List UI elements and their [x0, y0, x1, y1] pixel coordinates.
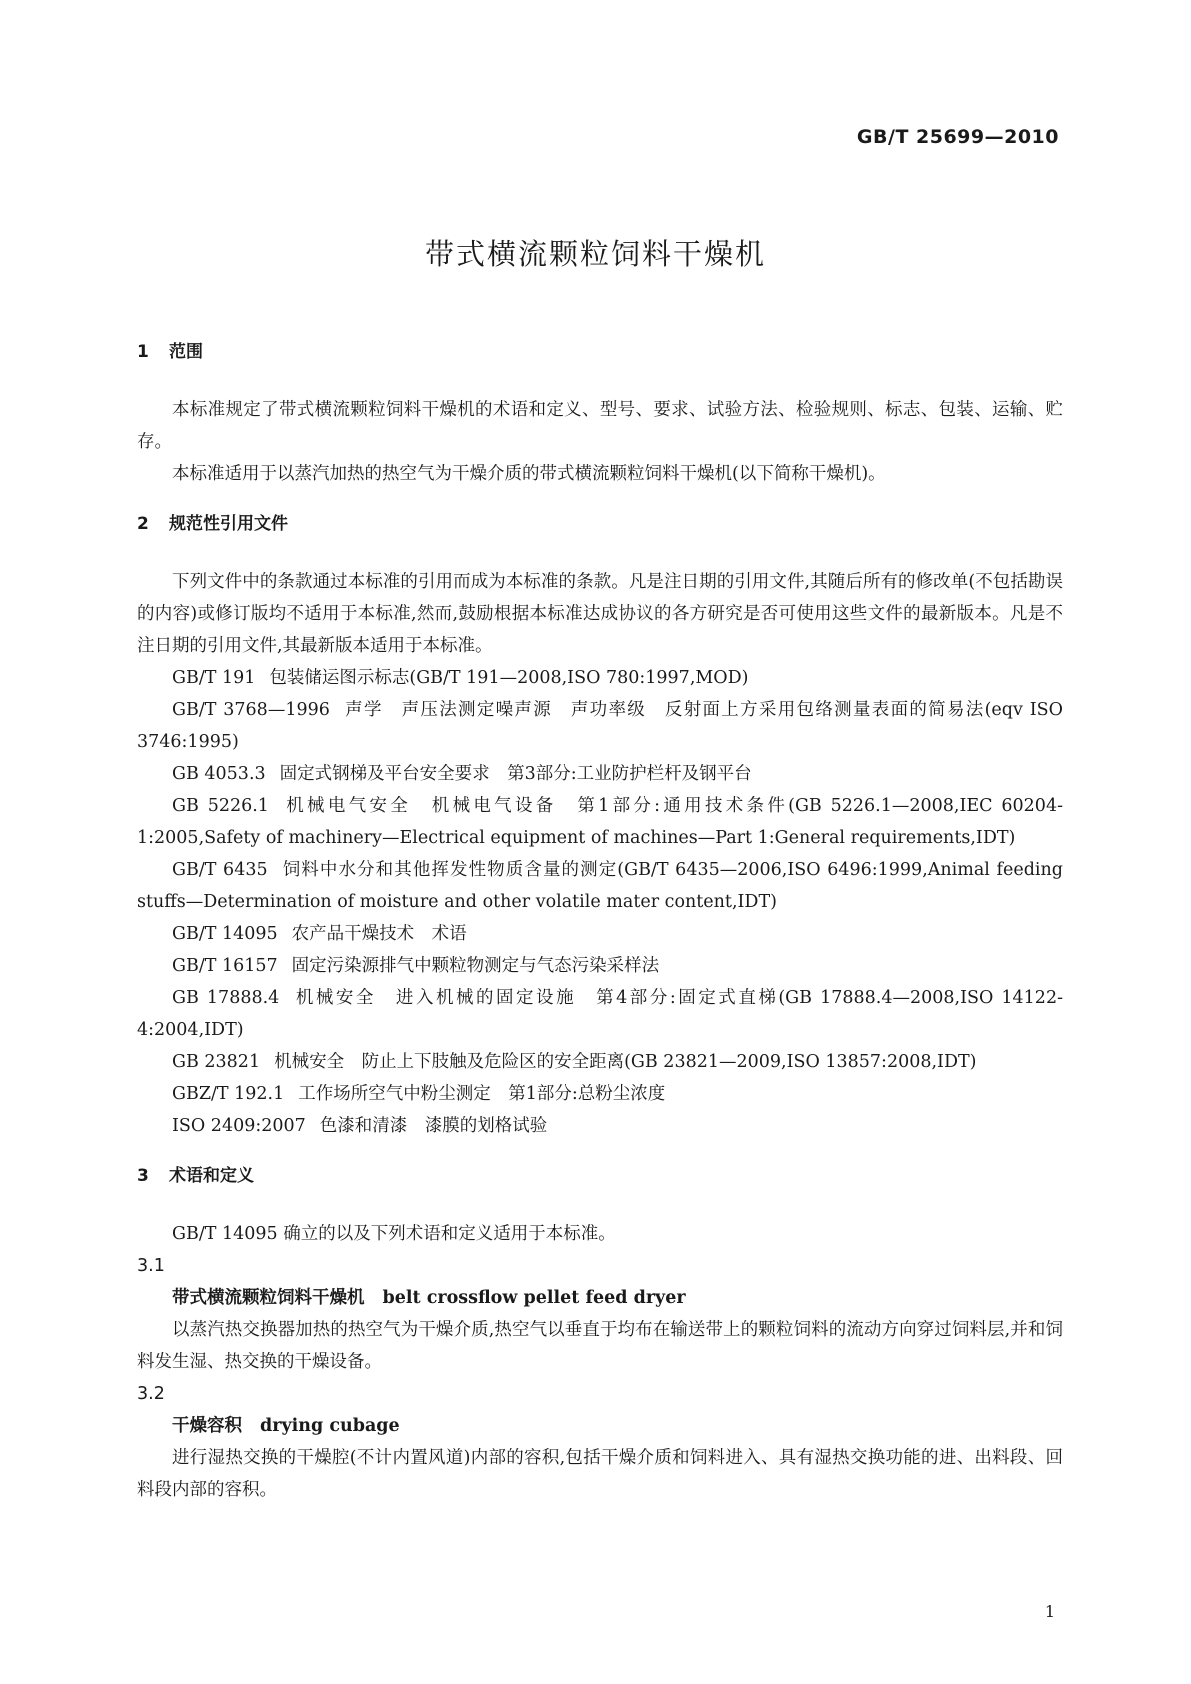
term-definition: 进行湿热交换的干燥腔(不计内置风道)内部的容积,包括干燥介质和饲料进入、具有湿热交换功能的进、出料段、回料段内部的容积。	[137, 1448, 1063, 1500]
reference-text: 工作场所空气中粉尘测定 第1部分:总粉尘浓度	[298, 1084, 666, 1104]
reference-code: GB 4053.3	[172, 764, 266, 784]
reference-item	[137, 950, 1063, 982]
paragraph: 下列文件中的条款通过本标准的引用而成为本标准的条款。凡是注日期的引用文件,其随后所有的修改单(不包括勘误的内容)或修订版均不适用于本标准,然而,鼓励根据本标准达成协议的各方研究是否可使用这些文件的最新版本。凡是不注日期的引用文件,其最新版本适用于本标准。	[137, 572, 1063, 656]
reference-text: 农产品干燥技术 术语	[291, 924, 467, 944]
reference-code: GB/T 3768—1996	[172, 700, 330, 720]
reference-item	[137, 854, 1063, 918]
section-title: 范围	[169, 342, 203, 362]
page-number: 1	[1044, 1602, 1055, 1621]
reference-code: GB 23821	[172, 1052, 261, 1072]
reference-code: GBZ/T 192.1	[172, 1084, 285, 1104]
document-title: 带式横流颗粒饲料干燥机	[424, 237, 766, 271]
reference-text: 机械电气安全 机械电气设备 第1部分:通用技术条件(GB 5226.1—2008,IEC 60204-1:2005,Safety of machinery—Electrical equipment of machines—Part 1:General requirements,IDT)	[137, 796, 1063, 848]
reference-text: 固定污染源排气中颗粒物测定与气态污染采样法	[291, 956, 660, 976]
section-number: 1	[137, 342, 149, 362]
section-number: 2	[137, 514, 149, 534]
reference-text: 饲料中水分和其他挥发性物质含量的测定(GB/T 6435—2006,ISO 6496:1999,Animal feeding stuffs—Determination of moisture and other volatile mater content,IDT)	[137, 860, 1063, 912]
paragraph: 本标准适用于以蒸汽加热的热空气为干燥介质的带式横流颗粒饲料干燥机(以下简称干燥机)。	[172, 464, 886, 484]
section-title: 规范性引用文件	[169, 514, 288, 534]
clause-number: 3.2	[137, 1384, 165, 1404]
paragraph: GB/T 14095 确立的以及下列术语和定义适用于本标准。	[172, 1224, 616, 1244]
reference-item	[137, 1110, 1063, 1142]
reference-code: GB 5226.1	[172, 796, 269, 816]
reference-item	[137, 1078, 1063, 1110]
paragraph: 本标准规定了带式横流颗粒饲料干燥机的术语和定义、型号、要求、试验方法、检验规则、标志、包装、运输、贮存。	[137, 400, 1063, 452]
reference-item	[137, 1046, 1063, 1078]
reference-code: GB/T 14095	[172, 924, 278, 944]
reference-code: GB 17888.4	[172, 988, 280, 1008]
section-2	[137, 508, 1063, 1142]
reference-item	[137, 694, 1063, 758]
document-body	[137, 336, 1063, 1506]
reference-text: 固定式钢梯及平台安全要求 第3部分:工业防护栏杆及钢平台	[279, 764, 752, 784]
section-heading	[137, 508, 1063, 540]
reference-item	[137, 982, 1063, 1046]
reference-code: ISO 2409:2007	[172, 1116, 306, 1136]
term-definition: 以蒸汽热交换器加热的热空气为干燥介质,热空气以垂直于均布在输送带上的颗粒饲料的流动方向穿过饲料层,并和饲料发生湿、热交换的干燥设备。	[137, 1320, 1063, 1372]
section-heading	[137, 336, 1063, 368]
reference-code: GB/T 16157	[172, 956, 278, 976]
reference-item	[137, 790, 1063, 854]
standard-code: GB/T 25699—2010	[856, 126, 1059, 148]
section-heading	[137, 1160, 1063, 1192]
reference-text: 包装储运图示标志(GB/T 191—2008,ISO 780:1997,MOD)	[269, 668, 749, 688]
reference-item	[137, 758, 1063, 790]
clause-number: 3.1	[137, 1256, 165, 1276]
term-entry	[137, 1410, 1063, 1442]
section-3	[137, 1160, 1063, 1506]
term-entry	[137, 1282, 1063, 1314]
section-title: 术语和定义	[169, 1166, 254, 1186]
term-en: belt crossflow pellet feed dryer	[382, 1288, 686, 1308]
section-number: 3	[137, 1166, 149, 1186]
reference-item	[137, 918, 1063, 950]
reference-text: 声学 声压法测定噪声源 声功率级 反射面上方采用包络测量表面的简易法(eqv ISO 3746:1995)	[137, 700, 1063, 752]
term-zh: 带式横流颗粒饲料干燥机	[172, 1288, 365, 1308]
reference-code: GB/T 6435	[172, 860, 268, 880]
reference-code: GB/T 191	[172, 668, 256, 688]
reference-text: 机械安全 进入机械的固定设施 第4部分:固定式直梯(GB 17888.4—2008,ISO 14122-4:2004,IDT)	[137, 988, 1063, 1040]
term-zh: 干燥容积	[172, 1416, 242, 1436]
section-1	[137, 336, 1063, 490]
reference-item	[137, 662, 1063, 694]
reference-text: 机械安全 防止上下肢触及危险区的安全距离(GB 23821—2009,ISO 13857:2008,IDT)	[274, 1052, 977, 1072]
reference-text: 色漆和清漆 漆膜的划格试验	[319, 1116, 548, 1136]
term-en: drying cubage	[260, 1416, 400, 1436]
